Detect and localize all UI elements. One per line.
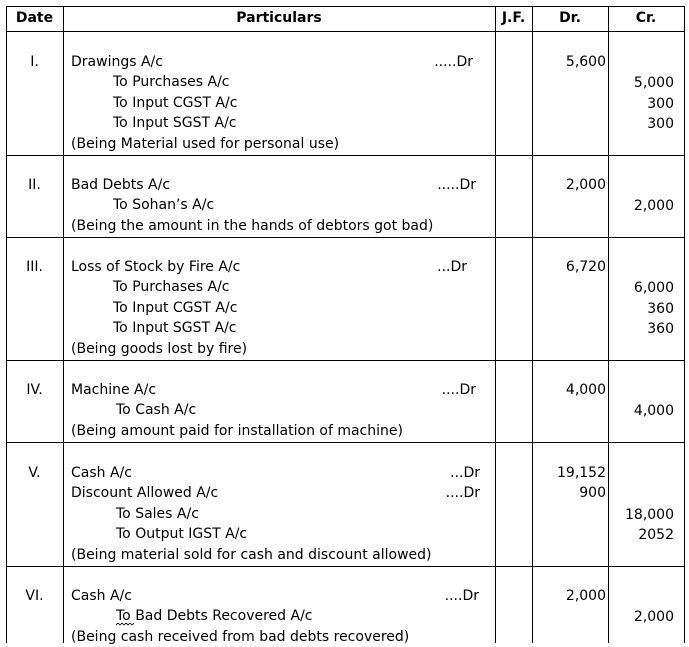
particulars-column-rule — [495, 6, 496, 643]
narration: (Being the amount in the hands of debtors got bad) — [71, 217, 434, 234]
debit-account: Loss of Stock by Fire A/c — [71, 259, 241, 275]
credit-account: To Bad Debts Recovered A/c — [116, 608, 313, 625]
credit-account: To Input SGST A/c — [113, 320, 237, 337]
entry-separator — [6, 155, 684, 156]
entry-separator — [6, 566, 684, 567]
dr-marker: ...Dr — [437, 259, 467, 275]
cr-amount: 2052 — [638, 527, 674, 544]
dr-marker: .....Dr — [437, 177, 476, 193]
credit-account: To Input CGST A/c — [113, 299, 238, 316]
entry-date: I. — [30, 54, 39, 70]
narration: (Being amount paid for installation of machine) — [71, 422, 403, 439]
entry-separator — [6, 360, 684, 361]
narration: (Being material sold for cash and discount allowed) — [71, 546, 432, 563]
cr-amount: 300 — [647, 116, 674, 133]
entry-date: III. — [26, 259, 43, 275]
cr-amount: 360 — [647, 321, 674, 338]
header-date: Date — [15, 10, 54, 26]
dr-amount: 4,000 — [565, 382, 606, 398]
date-column-rule — [63, 6, 64, 643]
dr-marker: ...Dr — [450, 465, 480, 481]
debit-account: Bad Debts A/c — [71, 177, 171, 193]
narration: (Being goods lost by fire) — [71, 340, 248, 357]
dr-marker: ....Dr — [441, 382, 476, 398]
credit-account: To Sohan’s A/c — [113, 197, 215, 214]
dr-amount: 2,000 — [565, 177, 606, 193]
cr-amount: 5,000 — [633, 75, 674, 92]
table-left-border — [6, 6, 7, 643]
debit-account: Cash A/c — [71, 465, 132, 481]
dr-amount: 19,152 — [557, 465, 606, 481]
header-cr: Cr. — [635, 10, 657, 26]
entry-date: IV. — [26, 382, 43, 398]
narration: (Being cash received from bad debts recovered) — [71, 628, 410, 645]
cr-amount: 18,000 — [625, 506, 674, 523]
debit-account: Discount Allowed A/c — [71, 485, 219, 502]
header-dr: Dr. — [559, 10, 581, 26]
narration: (Being Material used for personal use) — [71, 135, 340, 152]
credit-account: To Sales A/c — [116, 505, 199, 522]
jf-column-rule — [532, 6, 533, 643]
dr-marker: ....Dr — [444, 588, 479, 604]
credit-account: To Purchases A/c — [113, 74, 230, 91]
cr-amount: 300 — [647, 95, 674, 112]
cr-amount: 2,000 — [633, 198, 674, 215]
cr-amount: 360 — [647, 300, 674, 317]
cr-amount: 6,000 — [633, 280, 674, 297]
cr-amount: 2,000 — [633, 609, 674, 626]
entry-date: VI. — [25, 588, 44, 604]
debit-account: Drawings A/c — [71, 54, 163, 70]
credit-account: To Output IGST A/c — [116, 526, 248, 543]
entry-date: V. — [28, 465, 41, 481]
debit-account: Machine A/c — [71, 382, 157, 398]
cr-amount: 4,000 — [633, 403, 674, 420]
dr-amount: 900 — [579, 485, 606, 502]
dr-marker: .....Dr — [434, 54, 473, 70]
credit-account: To Input SGST A/c — [113, 115, 237, 132]
table-right-border — [684, 6, 685, 643]
credit-account: To Purchases A/c — [113, 279, 230, 296]
entry-separator — [6, 237, 684, 238]
credit-account: To Cash A/c — [116, 402, 197, 419]
debit-account: Cash A/c — [71, 588, 132, 604]
dr-amount: 2,000 — [565, 588, 606, 604]
spellcheck-squiggle — [116, 623, 134, 627]
entry-date: II. — [28, 177, 41, 193]
table-top-border — [6, 6, 684, 7]
entry-separator — [6, 442, 684, 443]
header-jf: J.F. — [501, 10, 526, 26]
dr-amount: 5,600 — [565, 54, 606, 70]
dr-marker: ....Dr — [445, 485, 480, 502]
credit-account: To Input CGST A/c — [113, 94, 238, 111]
header-bottom-border — [6, 31, 684, 32]
dr-amount: 6,720 — [565, 259, 606, 275]
header-particulars: Particulars — [236, 10, 322, 26]
